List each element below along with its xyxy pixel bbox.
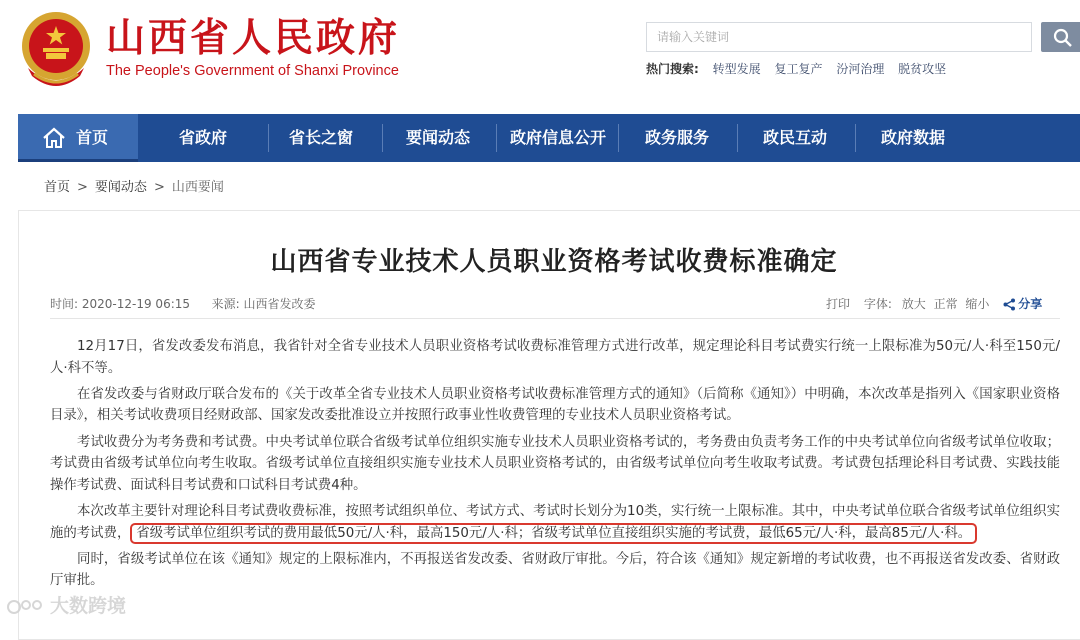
site-title[interactable]: 山西省人民政府 xyxy=(106,15,401,61)
search-input[interactable] xyxy=(646,22,1032,52)
article-paragraph xyxy=(50,501,1060,544)
font-large-button[interactable]: 放大 xyxy=(901,297,926,311)
watermark-logo-icon xyxy=(6,596,46,618)
publish-time: 2020-12-19 06:15 xyxy=(81,297,191,311)
breadcrumb-item-news[interactable]: 要闻动态 xyxy=(94,180,147,195)
source-label: 来源: xyxy=(211,297,240,311)
font-normal-button[interactable]: 正常 xyxy=(933,297,958,311)
article-body xyxy=(50,336,1060,597)
breadcrumb-item-current[interactable]: 山西要闻 xyxy=(171,180,224,195)
article-paragraph: 12月17日，省发改委发布消息，我省针对全省专业技术人员职业资格考试收费标准管理方式进行改革，规定理论科目考试费实行统一上限标准为50元/人·科至150元/人·科不等。 xyxy=(50,339,1060,376)
main-nav xyxy=(18,114,1080,162)
highlighted-fee-text: 省级考试单位组织考试的费用最低50元/人·科，最高150元/人·科；省级考试单位直接组织实施的考试费，最低65元/人·科，最高85元/人·科。 xyxy=(130,523,977,544)
site-title-english: The People's Government of Shanxi Province xyxy=(106,63,399,79)
home-icon xyxy=(42,127,66,149)
search-icon xyxy=(1053,28,1075,48)
article-paragraph: 在省发改委与省财政厅联合发布的《关于改革全省专业技术人员职业资格考试收费标准管理方式的通知》（后简称《通知》）中明确，本次改革是指列入《国家职业资格目录》，相关考试收费项目经财政部、国家发改委批准设立并按照行政事业性收费管理的专业技术人员职业资格考试。 xyxy=(50,386,1060,424)
nav-item-data[interactable]: 政府数据 xyxy=(880,128,945,147)
hot-search-item[interactable]: 复工复产 xyxy=(774,62,823,76)
site-header xyxy=(0,0,1080,114)
hot-search-label: 热门搜索: xyxy=(646,62,699,76)
nav-item-services[interactable]: 政务服务 xyxy=(644,128,709,147)
article-paragraph: 同时，省级考试单位在该《通知》规定的上限标准内，不再报送省发改委、省财政厅审批。今后，符合该《通知》规定新增的考试收费，也不再报送省发改委、省财政厅审批。 xyxy=(50,551,1060,589)
nav-item-province-gov[interactable]: 省政府 xyxy=(178,128,227,147)
watermark xyxy=(6,591,126,618)
article-meta xyxy=(50,295,316,312)
time-label: 时间: xyxy=(50,297,79,311)
share-label: 分享 xyxy=(1018,297,1043,311)
nav-label: 首页 xyxy=(76,128,109,147)
paragraph-text: 本次改革主要针对理论科目考试费收费标准，按照考试组织单位、考试方式、考试时长划分为10类，实行统一上限标准。其中，中央考试单位联合省级考试单位组织实施的考试费， xyxy=(50,503,1060,541)
nav-item-interaction[interactable]: 政民互动 xyxy=(762,128,827,147)
hot-searches xyxy=(646,60,956,77)
hot-search-item[interactable]: 汾河治理 xyxy=(836,62,885,76)
watermark-text: 大数跨境 xyxy=(50,595,127,617)
nav-item-home[interactable] xyxy=(18,114,138,162)
breadcrumb-separator: > xyxy=(153,180,165,195)
meta-divider xyxy=(50,318,1060,319)
hot-search-item[interactable]: 脱贫攻坚 xyxy=(898,62,947,76)
nav-item-news[interactable]: 要闻动态 xyxy=(405,128,470,147)
article-title: 山西省专业技术人员职业资格考试收费标准确定 xyxy=(270,247,838,277)
breadcrumb-separator: > xyxy=(77,180,88,195)
breadcrumb-item-home[interactable]: 首页 xyxy=(44,180,71,195)
font-size-label: 字体: xyxy=(863,297,892,311)
article-tools xyxy=(826,295,1052,312)
print-button[interactable]: 打印 xyxy=(826,297,851,311)
breadcrumb xyxy=(44,176,224,195)
article-source: 山西省发改委 xyxy=(243,297,316,311)
share-icon xyxy=(1003,298,1016,311)
search-placeholder: 请输入关键词 xyxy=(657,30,730,44)
hot-search-item[interactable]: 转型发展 xyxy=(712,62,761,76)
national-emblem-icon xyxy=(18,10,94,92)
nav-item-governor[interactable]: 省长之窗 xyxy=(288,128,353,147)
font-small-button[interactable]: 缩小 xyxy=(965,297,990,311)
article-paragraph: 考试收费分为考务费和考试费。中央考试单位联合省级考试单位组织实施专业技术人员职业资格考试的，考务费由负责考务工作的中央考试单位向省级考试单位收取；考试费由省级考试单位向考生收取。省级考试单位直接组织实施专业技术人员职业资格考试的，由省级考试单位向考生收取考试费。考试费包括理论科目考试费、实践技能操作考试费、面试科目考试费和口试科目考试费4种。 xyxy=(50,434,1060,493)
search-button[interactable] xyxy=(1041,22,1080,52)
nav-item-gov-info[interactable]: 政府信息公开 xyxy=(509,128,606,147)
share-button[interactable] xyxy=(1003,297,1052,311)
